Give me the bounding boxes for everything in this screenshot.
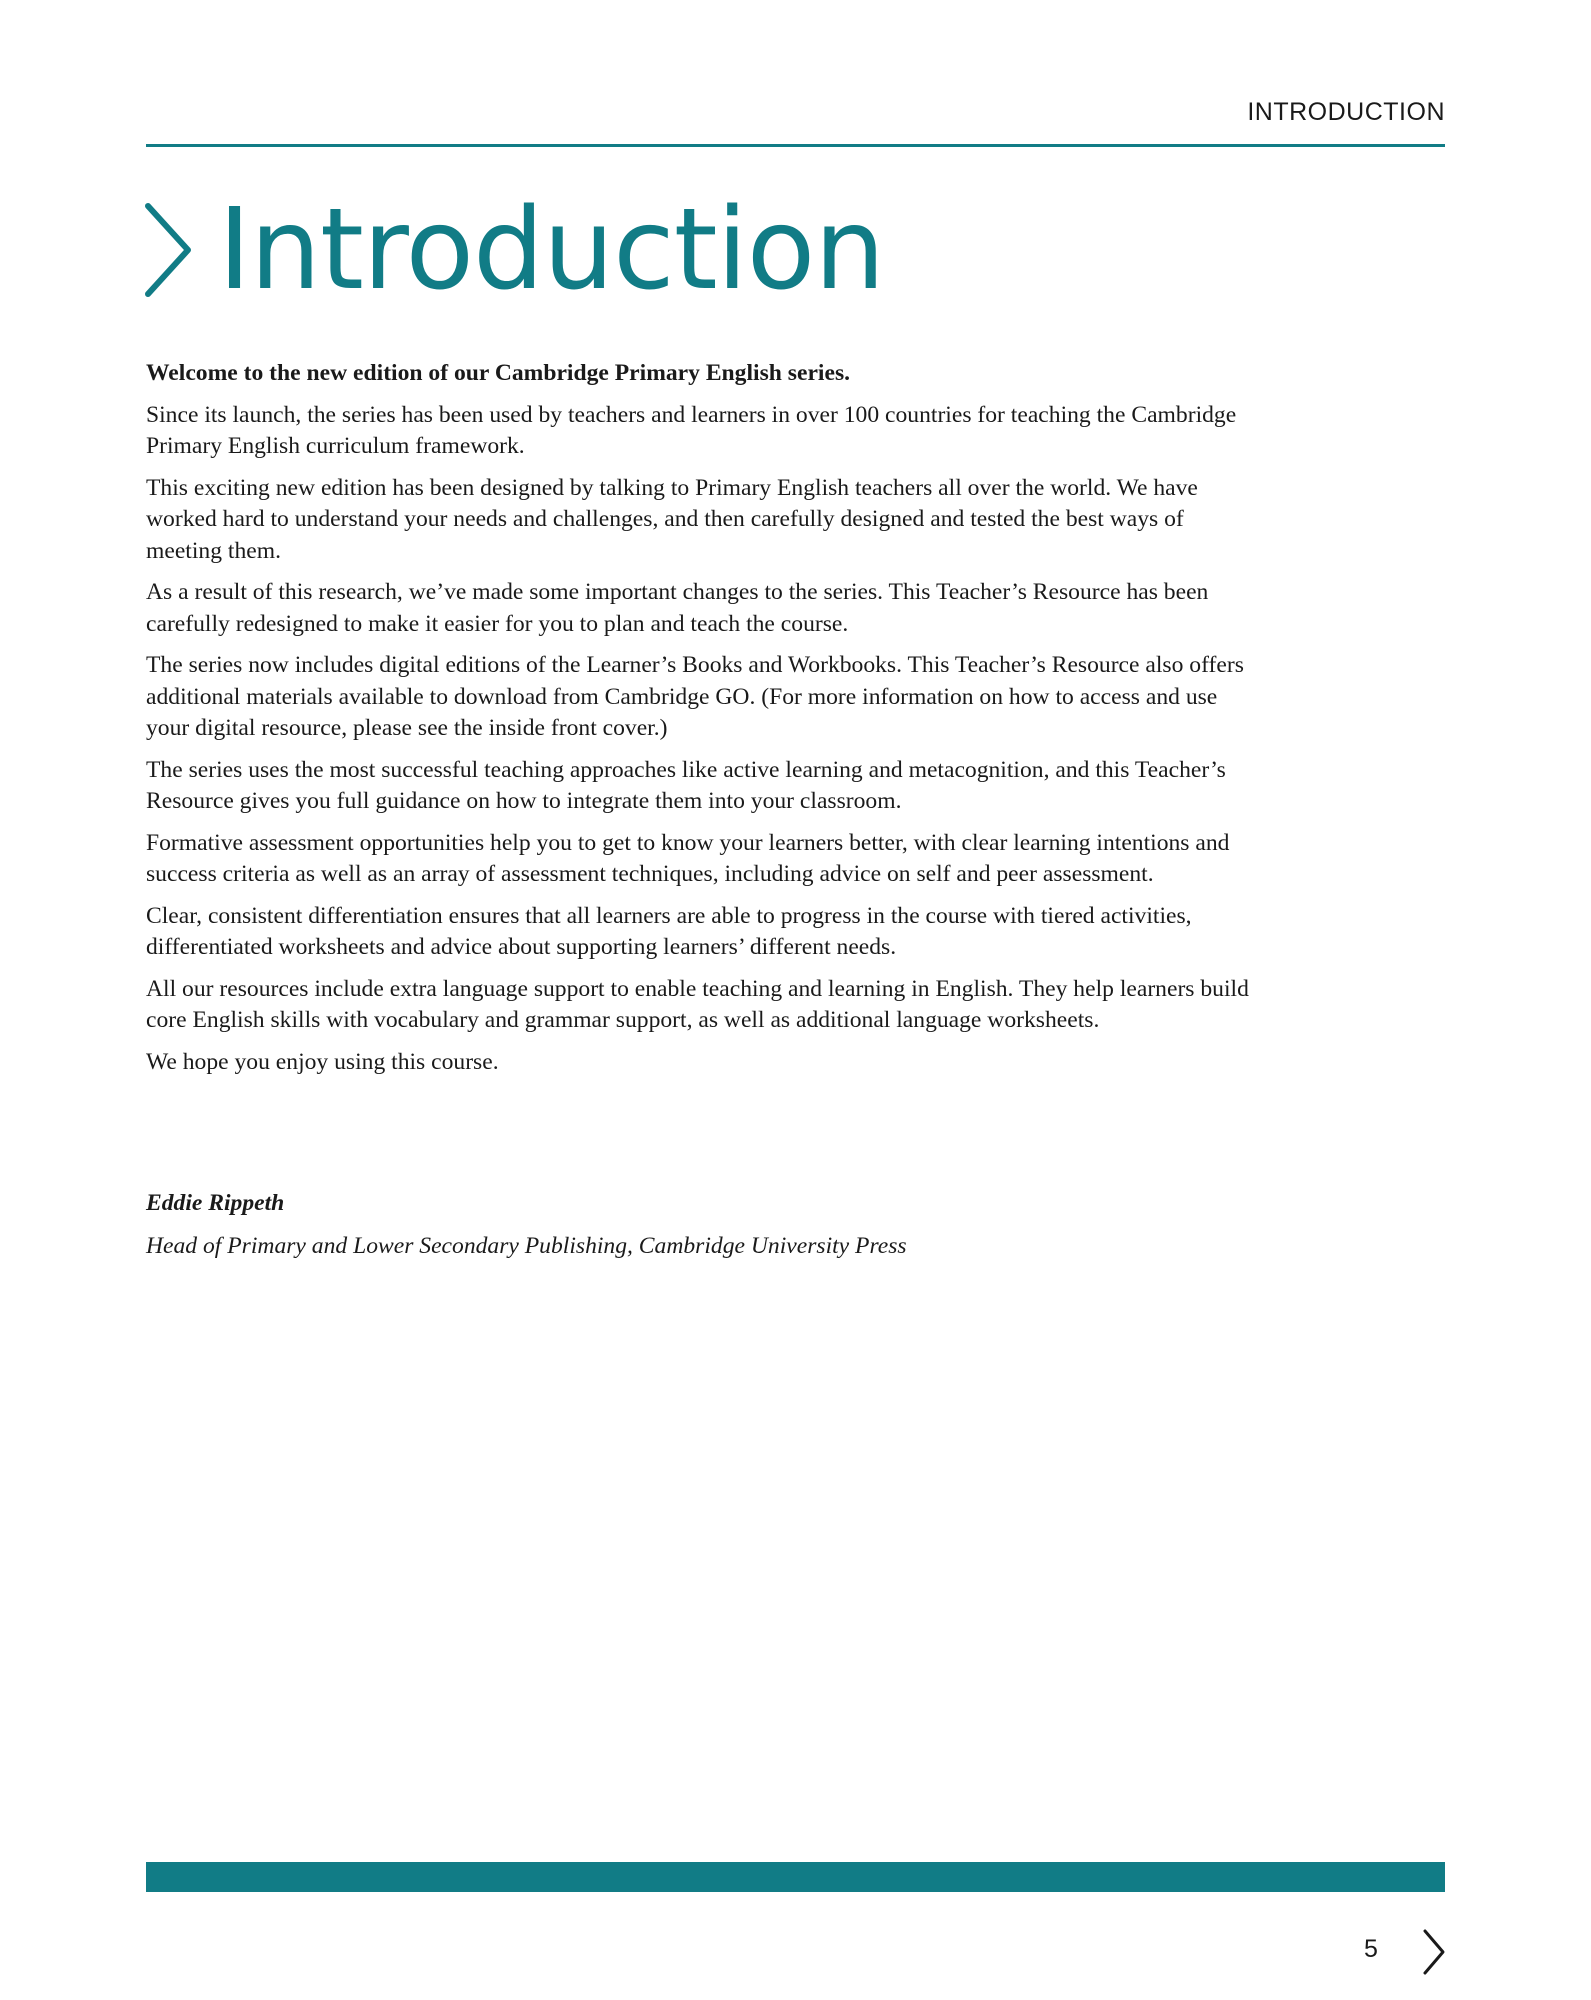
page-number: 5 [1364, 1935, 1378, 1963]
body-paragraph: We hope you enjoy using this course. [146, 1048, 499, 1075]
page-title-text: Introduction [218, 185, 885, 315]
header-rule [146, 144, 1445, 147]
body-paragraph: As a result of this research, we’ve made some important changes to the series. This Teacher’s Resource has been carefully redesigned to make it easier for you to plan and teach the course. [146, 579, 1209, 637]
body-paragraph: Since its launch, the series has been used by teachers and learners in over 100 countries for teaching the Cambridge Primary English curriculum framework. [146, 401, 1237, 459]
lead-paragraph: Welcome to the new edition of our Cambridge Primary English series. [146, 360, 851, 386]
body-paragraph: The series now includes digital editions of the Learner’s Books and Workbooks. This Teacher’s Resource also offers additional materials available to download from Cambridge GO. (For more information on how to access and use your digital resource, please see the inside front cover.) [146, 652, 1244, 741]
body-copy [146, 358, 1256, 1088]
body-paragraph: The series uses the most successful teaching approaches like active learning and metacognition, and this Teacher’s Resource gives you full guidance on how to integrate them into your classroom. [146, 756, 1226, 814]
body-paragraph: Clear, consistent differentiation ensures that all learners are able to progress in the course with tiered activities, differentiated worksheets and advice about supporting learners’ different needs. [146, 902, 1192, 960]
chevron-right-icon[interactable] [1422, 1928, 1446, 1976]
signature-role: Head of Primary and Lower Secondary Publishing, Cambridge University Press [146, 1232, 907, 1259]
page-title [142, 185, 885, 315]
signature-name: Eddie Rippeth [146, 1190, 285, 1216]
body-paragraph: Formative assessment opportunities help you to get to know your learners better, with clear learning intentions and success criteria as well as an array of assessment techniques, including advice on self and peer assessment. [146, 829, 1230, 887]
footer-bar [146, 1862, 1445, 1892]
signature-block [146, 1188, 907, 1262]
chevron-right-icon [142, 202, 194, 298]
body-paragraph: This exciting new edition has been designed by talking to Primary English teachers all over the world. We have worked hard to understand your needs and challenges, and then carefully designed and tested the best ways of meeting them. [146, 474, 1198, 564]
running-header: INTRODUCTION [1247, 98, 1445, 126]
body-paragraph: All our resources include extra language support to enable teaching and learning in English. They help learners build core English skills with vocabulary and grammar support, as well as additional language worksheets. [146, 975, 1249, 1033]
